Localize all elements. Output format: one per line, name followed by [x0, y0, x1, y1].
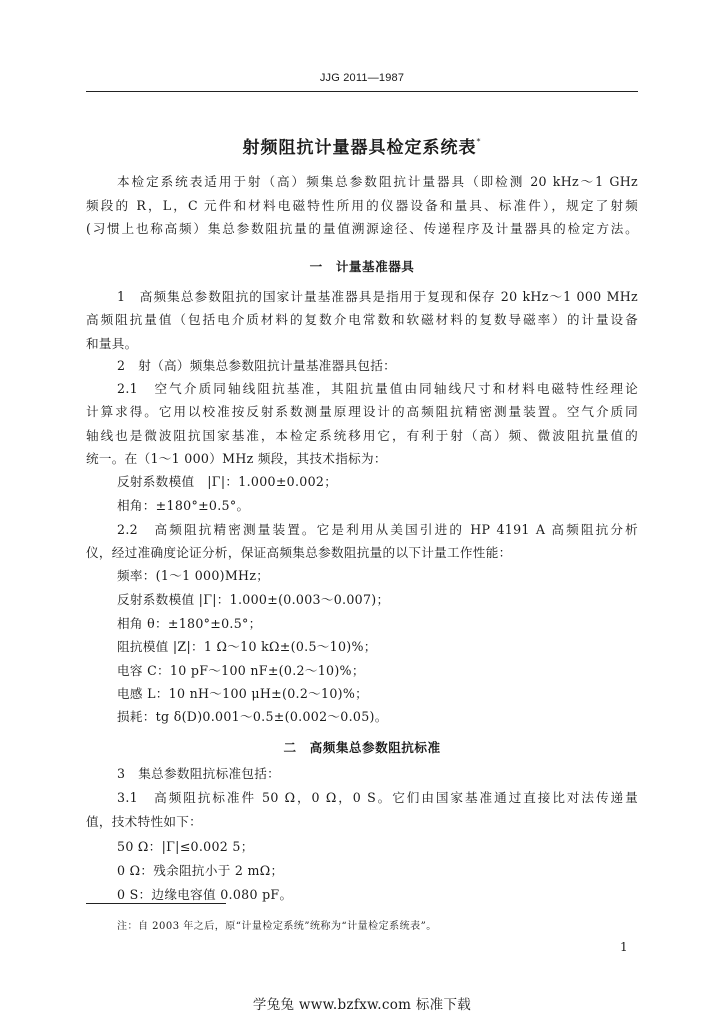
spec-line: 反射系数模值 |Γ|：1.000±(0.003～0.007)；	[117, 592, 390, 607]
clause-line: 3.1 高频阻抗标准件 50 Ω，0 Ω，0 S。它们由国家基准通过直接比对法传递量	[117, 790, 638, 805]
spec-line: 反射系数模值 |Γ|：1.000±0.002；	[117, 474, 338, 489]
clause-line: 仪，经过准确度论证分析，保证高频集总参数阻抗量的以下计量工作性能：	[86, 545, 512, 560]
clause-line: 计算求得。它用以校准按反射系数测量原理设计的高频阻抗精密测量装置。空气介质同	[86, 404, 638, 419]
intro-line: (习惯上也称高频）集总参数阻抗量的量值溯源途径、传递程序及计量器具的检定方法。	[86, 221, 638, 236]
header-rule	[86, 91, 638, 92]
intro-line: 频段的 R，L，C 元件和材料电磁特性所用的仪器设备和量具、标准件），规定了射频	[86, 198, 638, 213]
watermark: 学兔兔 www.bzfxw.com 标准下载	[252, 997, 472, 1013]
clause-line: 3 集总参数阻抗标准包括：	[117, 766, 281, 781]
clause-line: 轴线也是微波阻抗国家基准，本检定系统移用它，有利于射（高）频、微波阻抗量值的	[86, 428, 638, 443]
clause-line: 和量具。	[86, 336, 138, 351]
intro-line: 本检定系统表适用于射（高）频集总参数阻抗计量器具（即检测 20 kHz～1 GHz	[117, 174, 638, 189]
clause-line: 高频阻抗量值（包括电介质材料的复数介电常数和软磁材料的复数导磁率）的计量设备	[86, 312, 638, 327]
spec-line: 50 Ω：|Γ|≤0.002 5；	[117, 839, 254, 854]
page-title	[0, 133, 724, 158]
title-footnote-mark: *	[476, 137, 482, 147]
title-text: 射频阻抗计量器具检定系统表	[242, 138, 477, 158]
clause-line: 2 射（高）频集总参数阻抗计量基准器具包括：	[117, 358, 397, 373]
clause-line: 统一。在（1～1 000）MHz 频段，其技术指标为：	[86, 451, 387, 466]
document-code: JJG 2011—1987	[319, 72, 405, 84]
footnote-rule	[86, 903, 226, 904]
spec-line: 0 Ω：残余阻抗小于 2 mΩ；	[117, 863, 284, 878]
spec-line: 电感 L：10 nH～100 μH±(0.2～10)%；	[117, 686, 369, 701]
clause-line: 值，技术特性如下：	[86, 814, 203, 829]
clause-line: 1 高频集总参数阻抗的国家计量基准器具是指用于复现和保存 20 kHz～1 000 MHz	[117, 289, 638, 304]
spec-line: 频率：(1～1 000)MHz；	[117, 568, 270, 583]
page-number: 1	[620, 940, 628, 954]
footnote: 注：自 2003 年之后，原“计量检定系统”统称为“计量检定系统表”。	[117, 921, 437, 932]
spec-line: 0 S：边缘电容值 0.080 pF。	[117, 887, 293, 902]
section-heading-2: 二 高频集总参数阻抗标准	[283, 740, 441, 755]
spec-line: 相角：±180°±0.5°。	[117, 498, 250, 513]
spec-line: 电容 C：10 pF～100 nF±(0.2～10)%；	[117, 663, 365, 678]
section-heading-1: 一 计量基准器具	[309, 259, 415, 274]
spec-line: 损耗：tg δ(D)0.001～0.5±(0.002～0.05)。	[117, 709, 388, 724]
spec-line: 阻抗模值 |Z|：1 Ω～10 kΩ±(0.5～10)%；	[117, 639, 377, 654]
spec-line: 相角 θ：±180°±0.5°；	[117, 616, 262, 631]
clause-line: 2.1 空气介质同轴线阻抗基准，其阻抗量值由同轴线尺寸和材料电磁特性经理论	[117, 381, 638, 396]
clause-line: 2.2 高频阻抗精密测量装置。它是利用从美国引进的 HP 4191 A 高频阻抗分析	[117, 522, 638, 537]
